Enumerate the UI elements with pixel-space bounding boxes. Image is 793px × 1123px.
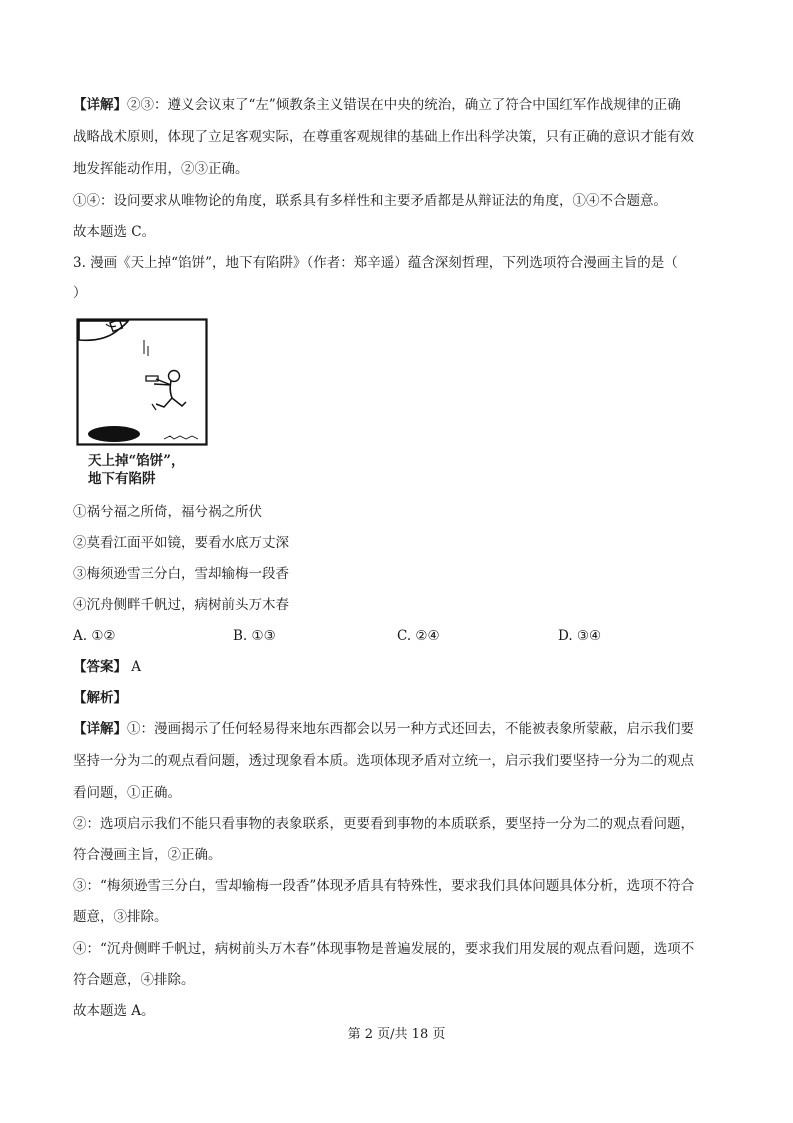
comic-caption-line: 地下有陷阱 bbox=[88, 471, 156, 487]
statement-item: ②莫看江面平如镜，要看水底万丈深 bbox=[73, 535, 289, 551]
detail-paragraph-line: 坚持一分为二的观点看问题，透过现象看本质。选项体现矛盾对立统一，启示我们要坚持一分为二的观点 bbox=[73, 753, 694, 769]
answer-label: 【答案】 bbox=[73, 659, 127, 675]
detail-paragraph-line: 符合题意，④排除。 bbox=[73, 972, 195, 988]
detail-paragraph-line bbox=[73, 720, 694, 738]
detail-text: ①：漫画揭示了任何轻易得来地东西都会以另一种方式还回去，不能被表象所蒙蔽，启示我们要 bbox=[127, 721, 694, 737]
option-d: D. ③④ bbox=[558, 628, 602, 644]
answer-value: A bbox=[131, 659, 142, 675]
question-stem-continued: ） bbox=[73, 285, 87, 301]
statement-item: ③梅须逊雪三分白，雪却输梅一段香 bbox=[73, 566, 289, 582]
comic-caption-line: 天上掉“馅饼”， bbox=[88, 453, 185, 469]
comic-illustration bbox=[76, 318, 208, 446]
detail-paragraph-line: 看问题，①正确。 bbox=[73, 785, 181, 801]
analysis-label: 【解析】 bbox=[73, 690, 127, 706]
detail-paragraph-line: ③：“梅须逊雪三分白，雪却输梅一段香”体现矛盾具有特殊性，要求我们具体问题具体分析，选项不符合 bbox=[73, 878, 695, 894]
detail-paragraph-line: ②：选项启示我们不能只看事物的表象联系，更要看到事物的本质联系，要坚持一分为二的观点看问题， bbox=[73, 816, 694, 832]
detail-paragraph-line: 战略战术原则，体现了立足客观实际，在尊重客观规律的基础上作出科学决策，只有正确的意识才能有效 bbox=[73, 129, 694, 145]
detail-text: ②③：遵义会议束了“左”倾教条主义错误在中央的统治，确立了符合中国红军作战规律的正确 bbox=[127, 97, 681, 113]
detail-paragraph-line: ④：“沉舟侧畔千帆过，病树前头万木春”体现事物是普遍发展的，要求我们用发展的观点看问题，选项不 bbox=[73, 941, 695, 957]
option-a: A. ①② bbox=[73, 628, 116, 644]
detail-paragraph-line: 地发挥能动作用，②③正确。 bbox=[73, 161, 249, 177]
option-c: C. ②④ bbox=[397, 628, 440, 644]
page-number: 第 2 页/共 18 页 bbox=[347, 1027, 446, 1042]
detail-label: 【详解】 bbox=[73, 97, 127, 113]
detail-paragraph-line: ①④：设问要求从唯物论的角度，联系具有多样性和主要矛盾都是从辩证法的角度，①④不合题意。 bbox=[73, 193, 667, 209]
statement-item: ①祸兮福之所倚，福兮祸之所伏 bbox=[73, 504, 262, 520]
answer-line bbox=[73, 658, 141, 676]
detail-paragraph-line: 符合漫画主旨，②正确。 bbox=[73, 847, 222, 863]
option-b: B. ①③ bbox=[233, 628, 276, 644]
detail-paragraph-line: 题意，③排除。 bbox=[73, 909, 168, 925]
question-stem: 3. 漫画《天上掉“馅饼”，地下有陷阱》（作者：郑辛遥）蕴含深刻哲理，下列选项符合漫画主旨的是（ bbox=[73, 255, 678, 271]
detail-paragraph-line bbox=[73, 96, 681, 114]
statement-item: ④沉舟侧畔千帆过，病树前头万木春 bbox=[73, 597, 289, 613]
conclusion-text: 故本题选 C。 bbox=[73, 224, 156, 240]
conclusion-text: 故本题选 A。 bbox=[73, 1003, 155, 1019]
detail-label: 【详解】 bbox=[73, 721, 127, 737]
